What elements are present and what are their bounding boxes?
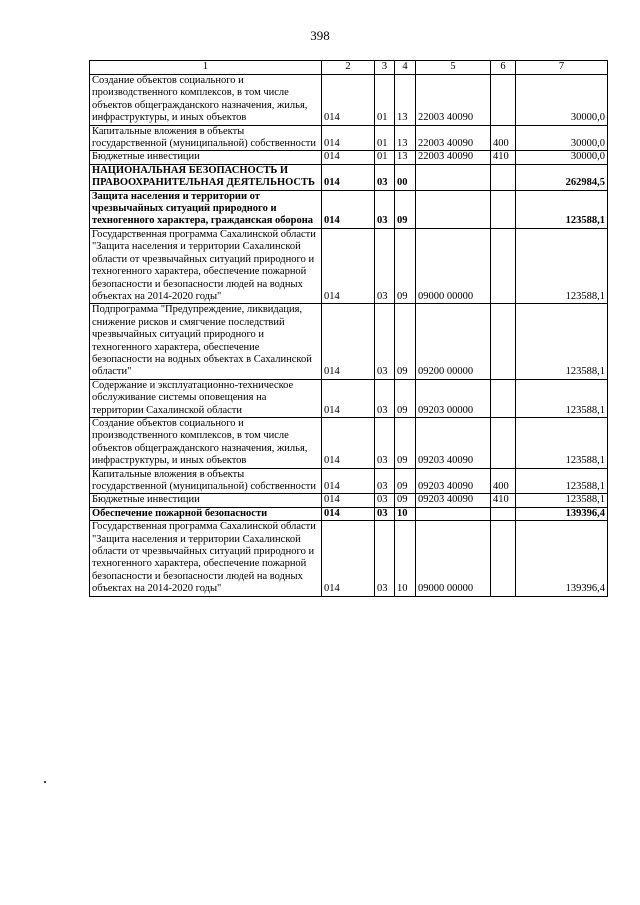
table-row (90, 507, 608, 520)
row-article-cell: 22003 40090 (416, 125, 491, 151)
header-cell: 4 (395, 61, 416, 75)
row-ministry-cell: 014 (322, 228, 375, 303)
row-name-cell: Государственная программа Сахалинской области "Защита населения и территории Сахалинской области от чрезвычайных ситуаций природного и техногенного характера, обеспечение пожарной безопасности и безопасности людей на водных объектах на 2014-2020 годы" (90, 228, 322, 303)
table-row (90, 190, 608, 228)
row-article-cell: 09200 00000 (416, 304, 491, 379)
row-article-cell: 09203 40090 (416, 417, 491, 468)
row-name-cell: Бюджетные инвестиции (90, 494, 322, 507)
row-name-cell: Подпрограмма "Предупреждение, ликвидация, снижение рисков и смягчение последствий чрезвычайных ситуаций природного и техногенного характера, обеспечение безопасности на водных объектах в Сахалинской области" (90, 304, 322, 379)
row-name-cell: Бюджетные инвестиции (90, 151, 322, 164)
table-row (90, 417, 608, 468)
table-row (90, 521, 608, 596)
row-name-cell: Создание объектов социального и производственного комплексов, в том числе объектов общегражданского назначения, жилья, инфраструктуры, и иных объектов (90, 417, 322, 468)
row-section-cell: 01 (375, 75, 395, 126)
row-article-cell: 09000 00000 (416, 228, 491, 303)
table-row (90, 125, 608, 151)
row-article-cell: 09203 40090 (416, 494, 491, 507)
table-row (90, 164, 608, 190)
row-amount-cell: 30000,0 (516, 125, 608, 151)
row-ministry-cell: 014 (322, 304, 375, 379)
table-row (90, 494, 608, 507)
row-section-cell: 03 (375, 379, 395, 417)
row-section-cell: 03 (375, 494, 395, 507)
row-subsection-cell: 10 (395, 507, 416, 520)
row-ministry-cell: 014 (322, 379, 375, 417)
row-ministry-cell: 014 (322, 507, 375, 520)
row-expense-type-cell (491, 379, 516, 417)
row-section-cell: 03 (375, 521, 395, 596)
row-section-cell: 03 (375, 228, 395, 303)
row-amount-cell: 123588,1 (516, 468, 608, 494)
row-amount-cell: 262984,5 (516, 164, 608, 190)
row-amount-cell: 123588,1 (516, 494, 608, 507)
row-name-cell: Капитальные вложения в объекты государственной (муниципальной) собственности (90, 468, 322, 494)
header-row (90, 61, 608, 75)
row-expense-type-cell: 400 (491, 468, 516, 494)
row-expense-type-cell (491, 417, 516, 468)
scan-dot (44, 781, 46, 783)
row-subsection-cell: 10 (395, 521, 416, 596)
header-cell: 3 (375, 61, 395, 75)
row-expense-type-cell: 400 (491, 125, 516, 151)
row-ministry-cell: 014 (322, 521, 375, 596)
row-section-cell: 03 (375, 304, 395, 379)
page-number: 398 (310, 28, 330, 43)
row-expense-type-cell (491, 507, 516, 520)
row-subsection-cell: 09 (395, 379, 416, 417)
row-subsection-cell: 09 (395, 468, 416, 494)
row-subsection-cell: 09 (395, 190, 416, 228)
row-ministry-cell: 014 (322, 164, 375, 190)
row-section-cell: 03 (375, 507, 395, 520)
row-expense-type-cell (491, 190, 516, 228)
row-section-cell: 03 (375, 164, 395, 190)
table-row (90, 151, 608, 164)
table-row (90, 379, 608, 417)
row-article-cell: 09203 40090 (416, 468, 491, 494)
row-amount-cell: 123588,1 (516, 190, 608, 228)
header-cell: 2 (322, 61, 375, 75)
row-amount-cell: 139396,4 (516, 521, 608, 596)
row-section-cell: 03 (375, 190, 395, 228)
row-amount-cell: 123588,1 (516, 228, 608, 303)
row-article-cell (416, 190, 491, 228)
row-name-cell: Обеспечение пожарной безопасности (90, 507, 322, 520)
row-expense-type-cell: 410 (491, 151, 516, 164)
row-subsection-cell: 13 (395, 75, 416, 126)
row-section-cell: 01 (375, 151, 395, 164)
row-ministry-cell: 014 (322, 151, 375, 164)
row-subsection-cell: 09 (395, 228, 416, 303)
row-name-cell: Содержание и эксплуатационно-техническое обслуживание системы оповещения на территории Сахалинской области (90, 379, 322, 417)
row-expense-type-cell (491, 164, 516, 190)
row-name-cell: Создание объектов социального и производственного комплексов, в том числе объектов общегражданского назначения, жилья, инфраструктуры, и иных объектов (90, 75, 322, 126)
table-row (90, 228, 608, 303)
row-expense-type-cell (491, 228, 516, 303)
row-article-cell: 09000 00000 (416, 521, 491, 596)
row-ministry-cell: 014 (322, 190, 375, 228)
row-ministry-cell: 014 (322, 125, 375, 151)
row-amount-cell: 123588,1 (516, 379, 608, 417)
row-article-cell: 22003 40090 (416, 75, 491, 126)
row-ministry-cell: 014 (322, 494, 375, 507)
budget-table (89, 60, 608, 597)
table-row (90, 468, 608, 494)
row-ministry-cell: 014 (322, 75, 375, 126)
row-subsection-cell: 13 (395, 125, 416, 151)
row-subsection-cell: 00 (395, 164, 416, 190)
row-expense-type-cell: 410 (491, 494, 516, 507)
row-amount-cell: 123588,1 (516, 417, 608, 468)
row-ministry-cell: 014 (322, 468, 375, 494)
row-section-cell: 03 (375, 468, 395, 494)
row-subsection-cell: 13 (395, 151, 416, 164)
table-row (90, 304, 608, 379)
row-subsection-cell: 09 (395, 417, 416, 468)
row-name-cell: Защита населения и территории от чрезвычайных ситуаций природного и техногенного характера, гражданская оборона (90, 190, 322, 228)
row-subsection-cell: 09 (395, 304, 416, 379)
row-article-cell: 22003 40090 (416, 151, 491, 164)
row-expense-type-cell (491, 75, 516, 126)
row-name-cell: Государственная программа Сахалинской области "Защита населения и территории Сахалинской области от чрезвычайных ситуаций природного и техногенного характера, обеспечение пожарной безопасности и безопасности людей на водных объектах на 2014-2020 годы" (90, 521, 322, 596)
row-name-cell: Капитальные вложения в объекты государственной (муниципальной) собственности (90, 125, 322, 151)
row-section-cell: 01 (375, 125, 395, 151)
header-cell: 6 (491, 61, 516, 75)
row-subsection-cell: 09 (395, 494, 416, 507)
row-amount-cell: 30000,0 (516, 75, 608, 126)
table-row (90, 75, 608, 126)
header-cell: 5 (416, 61, 491, 75)
row-expense-type-cell (491, 521, 516, 596)
header-cell: 1 (90, 61, 322, 75)
row-expense-type-cell (491, 304, 516, 379)
row-article-cell (416, 507, 491, 520)
row-amount-cell: 30000,0 (516, 151, 608, 164)
row-section-cell: 03 (375, 417, 395, 468)
header-cell: 7 (516, 61, 608, 75)
row-amount-cell: 123588,1 (516, 304, 608, 379)
row-amount-cell: 139396,4 (516, 507, 608, 520)
row-name-cell: НАЦИОНАЛЬНАЯ БЕЗОПАСНОСТЬ И ПРАВООХРАНИТЕЛЬНАЯ ДЕЯТЕЛЬНОСТЬ (90, 164, 322, 190)
row-ministry-cell: 014 (322, 417, 375, 468)
row-article-cell (416, 164, 491, 190)
row-article-cell: 09203 00000 (416, 379, 491, 417)
